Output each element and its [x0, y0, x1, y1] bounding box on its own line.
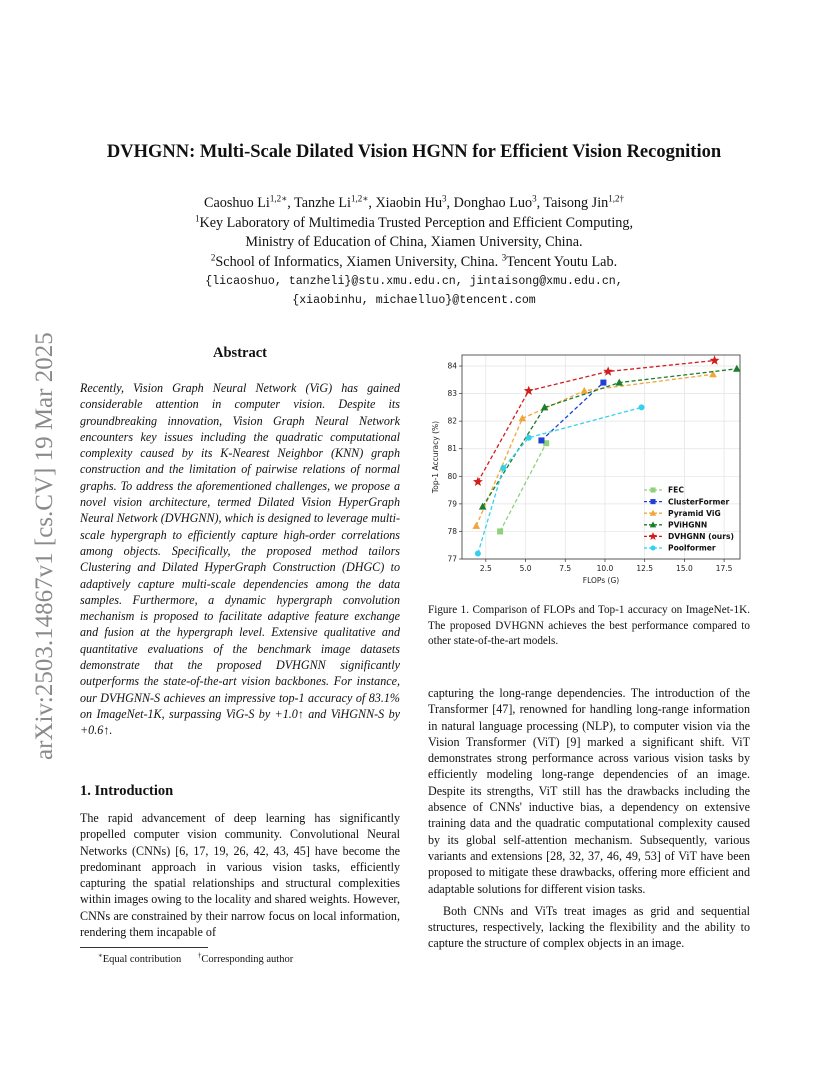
- abstract-heading: Abstract: [213, 345, 267, 361]
- author-block: [0, 194, 828, 310]
- arxiv-id: arXiv:2503.14867v1 [cs.CV] 19 Mar 2025: [31, 332, 58, 760]
- data-point: [473, 477, 483, 486]
- legend-label: DVHGNN (ours): [668, 532, 734, 542]
- footnote-mark: ∗: [98, 951, 103, 959]
- affiliation-1-cont: Ministry of Education of China, Xiamen University, China.: [245, 234, 583, 250]
- chart-legend: [644, 486, 734, 553]
- x-tick-label: 5.0: [519, 564, 532, 573]
- figure-1: [428, 345, 750, 585]
- right-column-body: [428, 685, 750, 952]
- legend-marker: [650, 499, 655, 504]
- y-tick-label: 79: [447, 499, 457, 509]
- author-list: Caoshuo $Li^{1,2∗}$, Tanzhe $Li^{1,2∗}$, Xiaobin Hu$^3$, Donghao Luo$^3$, Taisong Jin$^{1,2\dagger}$: [204, 193, 624, 211]
- affil-text: School of Informatics, Xiamen University, China.: [215, 253, 499, 270]
- affiliation-2-3: [0, 253, 828, 273]
- affil-sup: 3: [501, 251, 507, 262]
- data-point: [500, 465, 506, 471]
- y-tick-label: 77: [447, 554, 457, 564]
- data-point: [526, 435, 532, 441]
- arxiv-sidebar: [10, 280, 70, 780]
- x-axis-label: FLOPs (G): [582, 576, 620, 585]
- legend-label: Pyramid ViG: [668, 508, 721, 518]
- series-line: [500, 443, 546, 531]
- paragraph: capturing the long-range dependencies. The introduction of the Transformer [47], renowned for handling long-range information in natural language processing (NLP), to computer vision via the Vision Transformer (ViT) [9] marked a significant shift. ViT demonstrates strong performance across various vision tasks by efficiently modeling long-range dependencies of an image. Despite its strengths, ViT still has the drawbacks including the absence of CNNs' inductive bias, a dependency on extensive training data and the quadratic computational complexity caused by its global self-attention mechanism. Subsequently, various variants and extensions [28, 32, 37, 46, 49, 53] of ViT have been proposed to mitigate these drawbacks, offering more efficient and adaptable solutions for different vision tasks.: [428, 686, 750, 896]
- data-point: [497, 528, 503, 534]
- author-sup: 3: [442, 193, 447, 204]
- y-tick-label: 82: [447, 416, 457, 426]
- legend-label: ClusterFormer: [668, 497, 730, 507]
- legend-label: PViHGNN: [668, 520, 708, 530]
- legend-label: FEC: [668, 485, 684, 495]
- x-tick-label: 7.5: [559, 564, 572, 573]
- y-tick-label: 84: [447, 361, 457, 371]
- footnote-mark: †: [197, 951, 202, 959]
- x-tick-label: 10.0: [596, 564, 614, 573]
- x-tick-label: 17.5: [715, 564, 733, 573]
- legend-marker: [649, 532, 657, 540]
- y-tick-label: 80: [447, 471, 457, 481]
- footnote-equal: Equal contribution: [102, 953, 182, 965]
- x-tick-label: 15.0: [676, 564, 693, 573]
- series-pvihgnn: [479, 365, 741, 510]
- affiliation-1: [0, 214, 828, 234]
- figure-caption: Figure 1. Comparison of FLOPs and Top-1 accuracy on ImageNet-1K. The proposed DVHGNN achieves the best performance compared to other state-of-the-art models.: [428, 604, 750, 647]
- y-tick-label: 83: [447, 389, 457, 399]
- y-axis-label: Top-1 Accuracy (%): [431, 420, 440, 494]
- data-point: [581, 387, 589, 394]
- legend-marker: [650, 545, 655, 550]
- paragraph: Both CNNs and ViTs treat images as grid and sequential structures, respectively, lacking the flexibility and the ability to capture the structure of complex objects in an image.: [428, 903, 750, 951]
- x-tick-label: 2.5: [479, 564, 492, 573]
- author-name: Caoshuo Li: [204, 195, 270, 211]
- data-point: [600, 380, 606, 386]
- data-point: [710, 355, 720, 364]
- legend-marker: [650, 487, 655, 492]
- paper-title: DVHGNN: Multi-Scale Dilated Vision HGNN for Efficient Vision Recognition: [106, 142, 722, 162]
- y-tick-label: 78: [447, 526, 457, 536]
- affil-sup: 2: [210, 251, 216, 262]
- author-sup: 1,2∗: [350, 193, 369, 204]
- intro-text: The rapid advancement of deep learning has significantly propelled computer vision community. Convolutional Neural Networks (CNNs) [6, 17, 19, 26, 42, 43, 45] have become the predominant approach in various vision tasks, efficiently capturing the spatial relationships and structural complexities within images owing to the locality and shared weights. However, CNNs are constrained by their narrow focus on local information, rendering them incapable of: [80, 811, 400, 940]
- y-tick-label: 81: [447, 444, 457, 454]
- data-point: [639, 404, 645, 410]
- footnote-corresponding: Corresponding author: [201, 953, 294, 965]
- author-name: Donghao Luo: [453, 195, 533, 211]
- x-tick-label: 12.5: [636, 564, 654, 573]
- affil-text: Tencent Youtu Lab.: [506, 253, 618, 270]
- author-sup: 3: [532, 193, 537, 204]
- series-line: [483, 369, 737, 507]
- data-point: [538, 437, 544, 443]
- author-name: Taisong Jin: [543, 195, 609, 211]
- data-point: [472, 522, 480, 529]
- footnotes: [80, 951, 400, 965]
- intro-body: [80, 810, 400, 940]
- author-name: Xiaobin Hu: [375, 195, 443, 211]
- affil-text: Key Laboratory of Multimedia Trusted Perception and Efficient Computing,: [199, 214, 634, 231]
- author-name: Tanzhe Li: [294, 195, 351, 211]
- flops-accuracy-chart: [428, 345, 750, 585]
- footnote-rule: [80, 947, 208, 948]
- email-line-1: {licaoshuo, tanzheli}@stu.xmu.edu.cn, jintaisong@xmu.edu.cn,: [205, 275, 623, 288]
- author-sup: 1,2†: [608, 193, 624, 204]
- email-line-2: {xiaobinhu, michaelluo}@tencent.com: [292, 294, 536, 307]
- abstract-text: Recently, Vision Graph Neural Network (ViG) has gained considerable attention in computer vision. Despite its groundbreaking innovation, Vision Graph Neural Network encounters key issues including the quadratic computational complexity caused by its K-Nearest Neighbor (KNN) graph construction and the limitation of pairwise relations of normal graphs. To address the aforementioned challenges, we propose a novel vision architecture, termed Dilated Vision HyperGraph Neural Network (DVHGNN), which is designed to leverage multi-scale hypergraph to efficiently capture high-order correlations among objects. Specifically, the proposed method tailors Clustering and Dilated HyperGraph Construction (DHGC) to adaptively capture multi-scale dependencies among the data samples. Furthermore, a dynamic hypergraph convolution mechanism is proposed to facilitate adaptive feature exchange and fusion at the hypergraph level. Extensive qualitative and quantitative evaluations of the benchmark image datasets demonstrate that the proposed DVHGNN significantly outperforms the state-of-the-art vision backbones. For instance, our DVHGNN-S achieves an impressive top-1 accuracy of 83.1% on ImageNet-1K, surpassing ViG-S by +1.0↑ and ViHGNN-S by +0.6↑.: [80, 381, 400, 738]
- data-point: [475, 550, 481, 556]
- section-heading-introduction: 1. Introduction: [80, 783, 174, 799]
- abstract-body: [80, 380, 400, 739]
- affil-sup: 1: [194, 212, 200, 223]
- series-dvhgnn-ours-: [473, 355, 720, 486]
- series-fec: [497, 440, 549, 534]
- legend-label: Poolformer: [668, 543, 716, 553]
- author-sup: 1,2∗: [269, 193, 288, 204]
